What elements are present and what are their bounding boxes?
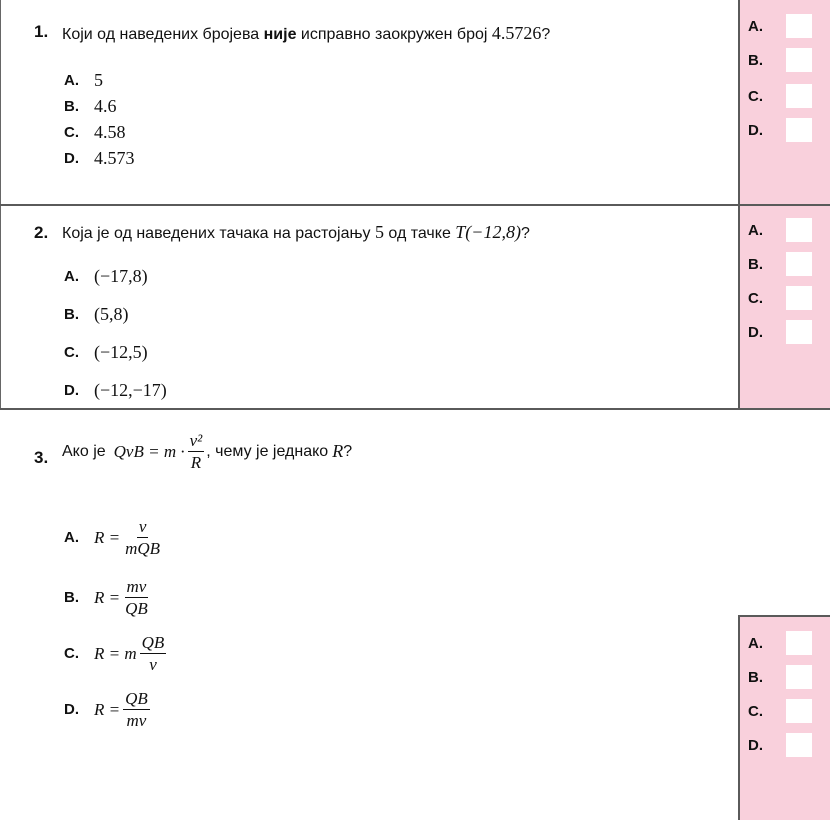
option-label: C.	[64, 645, 79, 662]
answer-checkbox[interactable]	[786, 252, 812, 276]
fraction-numerator: QB	[141, 633, 165, 652]
option-value: (−12,5)	[94, 342, 148, 362]
q2-option-a	[64, 266, 148, 287]
formula-fraction	[123, 518, 162, 557]
option-value: (−17,8)	[94, 266, 148, 286]
answer-label: B.	[748, 51, 763, 69]
answer-checkbox[interactable]	[786, 84, 812, 108]
option-value: 4.573	[94, 148, 135, 168]
answer-checkbox[interactable]	[786, 48, 812, 72]
fraction-denominator: mQB	[125, 539, 161, 558]
answer-label: C.	[748, 702, 763, 720]
answer-checkbox[interactable]	[786, 218, 812, 242]
option-formula	[94, 690, 150, 729]
option-label: A.	[64, 529, 79, 546]
question-3-number: 3.	[34, 448, 49, 467]
option-value: 5	[94, 70, 103, 90]
fraction-numerator: QB	[125, 689, 148, 708]
option-label: B.	[64, 589, 79, 606]
formula-fraction	[123, 690, 150, 729]
q3-answer-a[interactable]	[748, 631, 812, 655]
answer-checkbox[interactable]	[786, 699, 812, 723]
q3-answer-d[interactable]	[748, 733, 812, 757]
formula-fraction	[140, 634, 167, 673]
q3-formula-fraction	[188, 432, 205, 471]
option-value: (5,8)	[94, 304, 129, 324]
q3-answer-c[interactable]	[748, 699, 812, 723]
option-label: A.	[64, 72, 79, 89]
answer-label: D.	[748, 121, 763, 139]
q2-answer-b[interactable]	[748, 252, 812, 276]
q3-option-c	[64, 634, 166, 673]
q1-text-emphasis: није	[263, 26, 297, 43]
q2-option-b	[64, 304, 129, 325]
option-label: B.	[64, 306, 79, 323]
separator-1	[0, 204, 830, 206]
option-formula	[94, 578, 150, 617]
option-label: C.	[64, 344, 79, 361]
q2-answer-c[interactable]	[748, 286, 812, 310]
q1-option-a	[64, 70, 103, 91]
q1-value: 4.5726	[491, 23, 542, 43]
q2-text-start: Која је од наведених тачака на растојању	[62, 225, 371, 242]
q1-text-start: Који од наведених бројева	[62, 26, 260, 43]
option-label: B.	[64, 98, 79, 115]
q1-answer-a[interactable]	[748, 14, 812, 38]
q3-answer-b[interactable]	[748, 665, 812, 689]
answer-checkbox[interactable]	[786, 631, 812, 655]
answer-label: C.	[748, 289, 763, 307]
q1-text-end: исправно заокружен број	[300, 26, 488, 43]
option-label: C.	[64, 124, 79, 141]
answer-checkbox[interactable]	[786, 286, 812, 310]
q2-distance: 5	[374, 222, 384, 242]
q1-option-b	[64, 96, 117, 117]
answer-checkbox[interactable]	[786, 14, 812, 38]
fraction-denominator: QB	[125, 599, 148, 618]
answer-label: B.	[748, 668, 763, 686]
q3-formula	[114, 432, 205, 471]
formula-prefix: R = m	[94, 643, 137, 663]
q2-qmark: ?	[520, 225, 530, 242]
answer-label: A.	[748, 221, 763, 239]
q2-answer-a[interactable]	[748, 218, 812, 242]
fraction-numerator: mv	[126, 577, 147, 596]
option-value: 4.6	[94, 96, 117, 116]
q3-option-a	[64, 518, 162, 557]
fraction-numerator: v	[138, 517, 147, 536]
formula-prefix: R =	[94, 527, 121, 547]
q3-qmark: ?	[343, 442, 353, 460]
answer-label: D.	[748, 323, 763, 341]
formula-fraction	[123, 578, 150, 617]
question-1-text	[62, 23, 550, 44]
q1-option-d	[64, 148, 135, 169]
option-label: A.	[64, 268, 79, 285]
q2-option-c	[64, 342, 148, 363]
fraction-denominator: R	[190, 453, 202, 472]
option-label: D.	[64, 150, 79, 167]
answer-label: A.	[748, 17, 763, 35]
answer-label: D.	[748, 736, 763, 754]
fraction-denominator: mv	[126, 711, 147, 730]
fraction-denominator: v	[149, 655, 157, 674]
answer-checkbox[interactable]	[786, 665, 812, 689]
option-label: D.	[64, 382, 79, 399]
option-formula	[94, 634, 166, 673]
q3-text-start: Ако је	[62, 442, 106, 460]
q3-formula-lhs: QvB = m ·	[113, 441, 185, 461]
question-3-text	[62, 432, 352, 471]
q1-answer-b[interactable]	[748, 48, 812, 72]
option-value: 4.58	[94, 122, 126, 142]
q2-text-mid: од тачке	[388, 225, 451, 242]
formula-prefix: R =	[94, 699, 121, 719]
q1-answer-d[interactable]	[748, 118, 812, 142]
option-formula	[94, 518, 162, 557]
question-1-number: 1.	[34, 22, 49, 41]
q2-option-d	[64, 380, 167, 401]
q3-var: R	[332, 441, 344, 461]
answer-checkbox[interactable]	[786, 320, 812, 344]
q3-text-end: , чему је једнако	[206, 442, 329, 460]
answer-label: B.	[748, 255, 763, 273]
separator-3-panel	[738, 615, 830, 617]
q1-option-c	[64, 122, 126, 143]
q3-option-d	[64, 690, 150, 729]
option-label: D.	[64, 701, 79, 718]
formula-prefix: R =	[94, 587, 121, 607]
question-2-text	[62, 222, 530, 243]
answer-label: C.	[748, 87, 763, 105]
q1-qmark: ?	[541, 26, 551, 43]
separator-2	[0, 408, 830, 410]
fraction-numerator: v²	[189, 431, 203, 450]
question-2-number: 2.	[34, 223, 49, 242]
q2-point: T(−12,8)	[455, 222, 521, 242]
q2-answer-d[interactable]	[748, 320, 812, 344]
divider-q3	[738, 616, 740, 820]
q3-option-b	[64, 578, 150, 617]
answer-checkbox[interactable]	[786, 733, 812, 757]
q1-answer-c[interactable]	[748, 84, 812, 108]
answer-label: A.	[748, 634, 763, 652]
answer-checkbox[interactable]	[786, 118, 812, 142]
option-value: (−12,−17)	[94, 380, 167, 400]
